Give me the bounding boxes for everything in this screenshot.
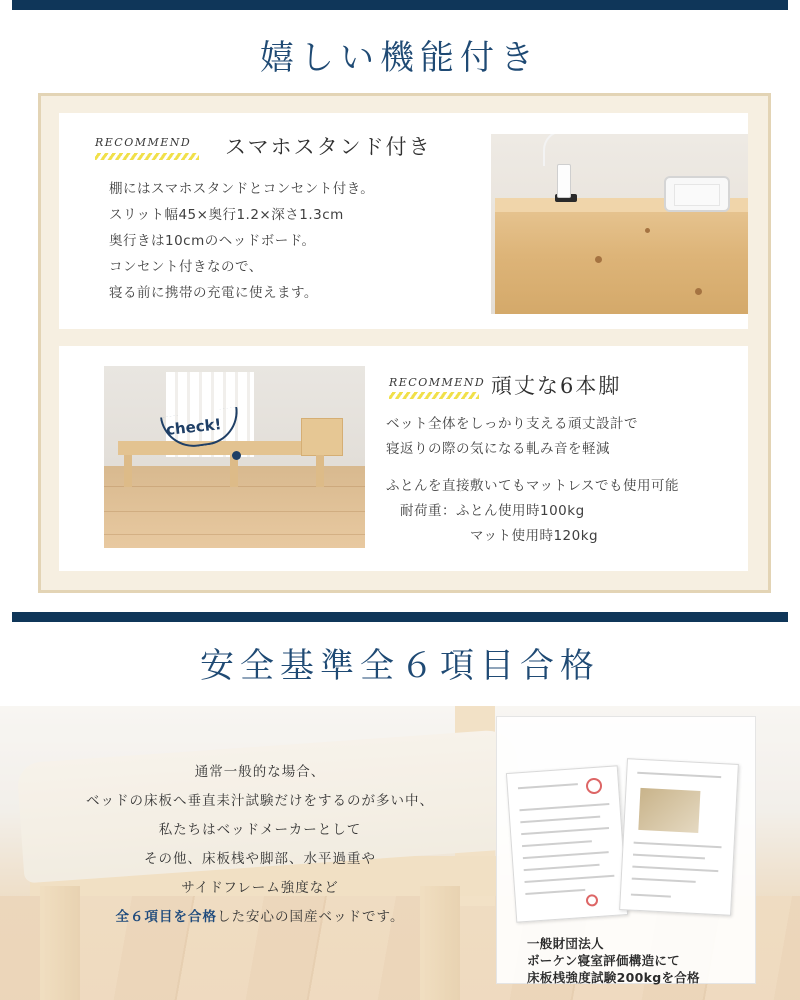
description-line: 奥行きは10cmのヘッドボード。 — [109, 233, 316, 249]
test-photo — [638, 788, 700, 833]
recommend-tag: RECOMMEND — [389, 376, 486, 389]
certificate-panel — [496, 716, 756, 984]
section-title-features: 嬉しい機能付き — [260, 38, 540, 78]
headboard-wood — [495, 198, 748, 314]
description-line: コンセント付きなので、 — [109, 259, 263, 275]
certificate-caption — [527, 935, 700, 986]
bed-leg — [316, 455, 324, 487]
recommend-stripe — [389, 392, 479, 399]
doc-line — [633, 854, 705, 860]
safety-line-final — [30, 903, 490, 932]
feature-card-phone-stand — [59, 113, 748, 329]
doc-line — [525, 889, 585, 895]
feature-card-six-legs — [59, 346, 748, 571]
doc-line — [518, 783, 578, 789]
description-line: スリット幅45×奥行1.2×深さ1.3cm — [109, 207, 344, 223]
recommend-tag: RECOMMEND — [95, 136, 192, 149]
feature-heading: 頑丈な6本脚 — [491, 374, 622, 398]
certificate-line: ボーケン寝室評価構造にて — [527, 953, 680, 968]
charging-cable — [543, 134, 567, 166]
safety-line: 通常一般的な場合、 — [194, 764, 326, 780]
certificate-line: 床板桟強度試験200kgを合格 — [527, 970, 700, 985]
smartphone — [664, 176, 730, 212]
features-frame — [38, 93, 771, 593]
bed-headboard — [301, 418, 343, 456]
floor-board-line — [104, 511, 365, 512]
bed-room-photo — [104, 366, 365, 548]
top-divider-bar — [12, 0, 788, 10]
safety-line: その他、床板桟や脚部、水平過重や — [144, 851, 376, 867]
safety-line: サイドフレーム強度など — [181, 880, 339, 896]
doc-line — [523, 851, 609, 859]
doc-line — [521, 827, 609, 835]
feature-description — [109, 176, 374, 306]
doc-line — [522, 840, 592, 847]
bed-leg — [124, 455, 132, 487]
description-line: ベット全体をしっかり支える頑丈設計で — [386, 416, 638, 432]
doc-line — [520, 816, 600, 824]
certificate-line: 一般財団法人 — [527, 936, 604, 951]
charger-plug — [557, 164, 571, 198]
doc-line — [634, 842, 722, 849]
safety-line: ベッドの床板へ垂直耒汁試験だけをするのが多い中、 — [86, 793, 434, 809]
doc-line — [524, 875, 614, 883]
recommend-stripe — [95, 153, 199, 160]
red-stamp — [585, 777, 602, 794]
red-stamp — [586, 894, 599, 907]
safety-emphasis: 全６項目を合格 — [115, 909, 218, 925]
description-line: 寝る前に携帯の充電に使えます。 — [109, 285, 318, 301]
safety-description — [30, 758, 490, 932]
doc-line — [519, 803, 609, 811]
wood-knot — [645, 228, 650, 233]
floor-board-line — [104, 534, 365, 535]
feature-heading: スマホスタンド付き — [225, 135, 432, 159]
middle-divider-bar — [12, 612, 788, 622]
phone-stand-photo — [491, 134, 748, 314]
safety-line: 私たちはベッドメーカーとして — [158, 822, 362, 838]
description-line: マット使用時120kg — [386, 528, 599, 544]
doc-line — [631, 894, 671, 898]
wood-knot — [595, 256, 602, 263]
description-line: ふとんを直接敷いてもマットレスでも使用可能 — [386, 478, 680, 494]
description-line: 耐荷重：ふとん使用時100kg — [386, 503, 585, 519]
bed-frame — [118, 441, 330, 455]
description-line — [386, 462, 679, 474]
description-line: 寝返りの際の気になる軋み音を軽減 — [386, 441, 610, 457]
feature-description — [386, 412, 679, 549]
wood-knot — [695, 288, 702, 295]
section-title-safety: 安全基準全６項目合格 — [200, 646, 600, 686]
doc-line — [632, 878, 696, 883]
check-label: check! — [165, 415, 223, 439]
description-line: 棚にはスマホスタンドとコンセント付き。 — [109, 181, 375, 197]
certificate-document — [619, 758, 739, 916]
doc-line — [632, 866, 718, 872]
doc-line — [637, 772, 721, 778]
safety-line-rest: した安心の国産ベッドです。 — [217, 909, 405, 925]
check-marker-dot — [232, 451, 241, 460]
certificate-document — [506, 765, 628, 922]
doc-line — [524, 864, 600, 871]
